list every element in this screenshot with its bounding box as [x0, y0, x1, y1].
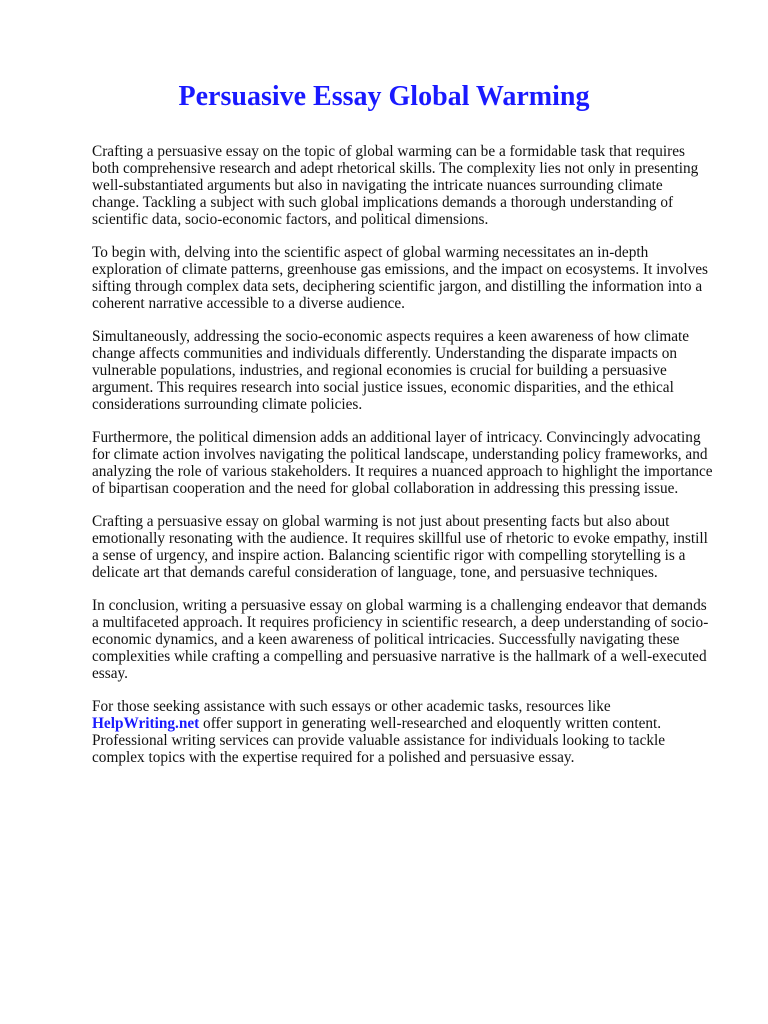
- text-line: vulnerable populations, industries, and regional economies is crucial for building a persuasive: [92, 362, 667, 379]
- text-line: Simultaneously, addressing the socio-economic aspects requires a keen awareness of how climate: [92, 328, 690, 345]
- text-line: sifting through complex data sets, deciphering scientific jargon, and distilling the information into a: [92, 278, 703, 295]
- text-line: change affects communities and individuals differently. Understanding the disparate impacts on: [92, 345, 678, 362]
- text-line: of bipartisan cooperation and the need for global collaboration in addressing this pressing issue.: [92, 480, 679, 497]
- text-line: complex topics with the expertise required for a polished and persuasive essay.: [92, 749, 575, 766]
- text-line: Professional writing services can provide valuable assistance for individuals looking to tackle: [92, 732, 666, 749]
- text-line: Crafting a persuasive essay on the topic of global warming can be a formidable task that requires: [92, 143, 685, 160]
- closing-paragraph: [92, 698, 722, 766]
- text-line: scientific data, socio-economic factors, and political dimensions.: [92, 211, 489, 228]
- text-line: Crafting a persuasive essay on global warming is not just about presenting facts but also about: [92, 513, 670, 530]
- text-line: exploration of climate patterns, greenhouse gas emissions, and the impact on ecosystems. It involves: [92, 261, 708, 278]
- text-line: delicate art that demands careful consideration of language, tone, and persuasive techniques.: [92, 564, 658, 581]
- helpwriting-link[interactable]: HelpWriting.net: [92, 715, 200, 732]
- text-line: for climate action involves navigating the political landscape, understanding policy frameworks, and: [92, 446, 708, 463]
- text-line: For those seeking assistance with such essays or other academic tasks, resources like: [92, 698, 611, 715]
- link-trailing-text: offer support in generating well-researched and eloquently written content.: [199, 715, 662, 732]
- text-line: coherent narrative accessible to a diverse audience.: [92, 295, 405, 312]
- text-line: a sense of urgency, and inspire action. Balancing scientific rigor with compelling storytelling is a: [92, 547, 686, 564]
- paragraph-6: [92, 597, 722, 682]
- text-line: considerations surrounding climate policies.: [92, 396, 363, 413]
- paragraph-4: [92, 429, 722, 497]
- text-line: a multifaceted approach. It requires proficiency in scientific research, a deep understanding of socio-: [92, 614, 709, 631]
- text-line: essay.: [92, 665, 128, 682]
- text-line: economic dynamics, and a keen awareness of political intricacies. Successfully navigating these: [92, 631, 680, 648]
- text-line: [92, 715, 722, 732]
- text-line: complexities while crafting a compelling and persuasive narrative is the hallmark of a well-executed: [92, 648, 707, 665]
- paragraph-3: [92, 328, 722, 413]
- paragraph-5: [92, 513, 722, 581]
- paragraph-2: [92, 244, 722, 312]
- text-line: well-substantiated arguments but also in navigating the intricate nuances surrounding climate: [92, 177, 663, 194]
- text-line: To begin with, delving into the scientific aspect of global warming necessitates an in-depth: [92, 244, 649, 261]
- text-line: Furthermore, the political dimension adds an additional layer of intricacy. Convincingly advocating: [92, 429, 701, 446]
- text-line: analyzing the role of various stakeholders. It requires a nuanced approach to highlight the importance: [92, 463, 713, 480]
- text-line: change. Tackling a subject with such global implications demands a thorough understanding of: [92, 194, 674, 211]
- essay-body: [92, 143, 722, 782]
- page-title: Persuasive Essay Global Warming: [178, 81, 590, 112]
- text-line: In conclusion, writing a persuasive essay on global warming is a challenging endeavor that demands: [92, 597, 707, 614]
- text-line: both comprehensive research and adept rhetorical skills. The complexity lies not only in presenting: [92, 160, 699, 177]
- paragraph-1: [92, 143, 722, 228]
- text-line: emotionally resonating with the audience. It requires skillful use of rhetoric to evoke empathy, instill: [92, 530, 708, 547]
- text-line: argument. This requires research into social justice issues, economic disparities, and the ethical: [92, 379, 674, 396]
